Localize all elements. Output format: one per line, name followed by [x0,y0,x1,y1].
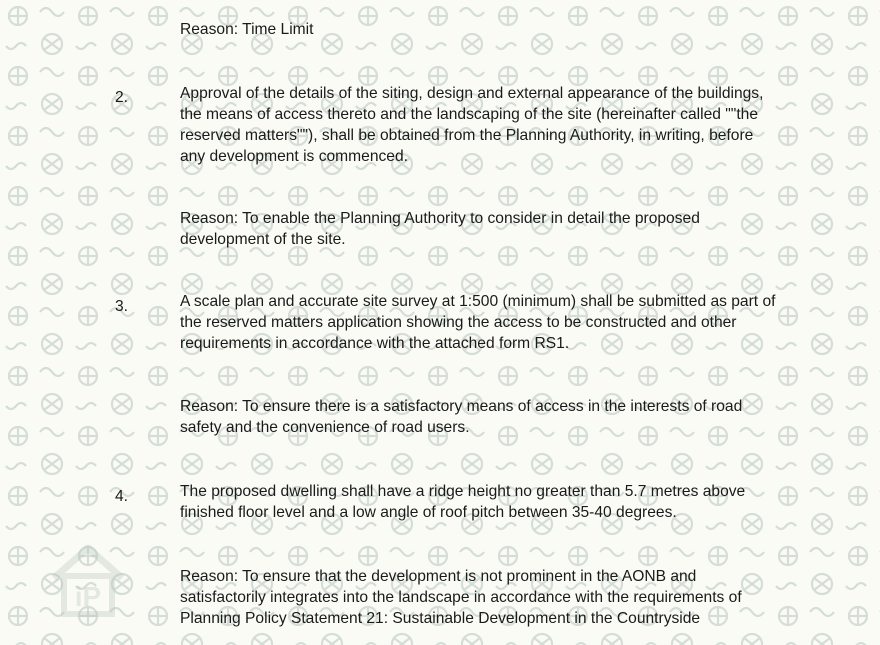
condition-2-number: 2. [115,89,129,106]
condition-4-reason: Reason: To ensure that the development is not prominent in the AONB and satisfactorily integrates into the landscape in accordance with the requirements of Planning Policy Statement 21: Sustainable Development in the Countryside [180,568,742,627]
condition-3-text: A scale plan and accurate site survey at 1:500 (minimum) shall be submitted as part of the reserved matters application showing the access to be constructed and other requirements in accordance with the attached form RS1. [180,293,776,352]
condition-3-reason: Reason: To ensure there is a satisfactory means of access in the interests of road safety and the convenience of road users. [180,398,743,436]
reason-time-limit: Reason: Time Limit [180,21,314,38]
condition-4-number: 4. [115,488,129,505]
condition-4-text: The proposed dwelling shall have a ridge height no greater than 5.7 metres above finished floor level and a low angle of roof pitch between 35-40 degrees. [180,483,746,521]
condition-3-number: 3. [115,298,129,315]
condition-2-reason: Reason: To enable the Planning Authority to consider in detail the proposed development of the site. [180,210,700,248]
condition-2-text: Approval of the details of the siting, design and external appearance of the buildings, the means of access thereto and the landscaping of the site (hereinafter called ""the reserved matters""), shall be obtained from the Planning Authority, in writing, before any development is commenced. [180,85,764,165]
logo-text: iP [74,581,102,612]
